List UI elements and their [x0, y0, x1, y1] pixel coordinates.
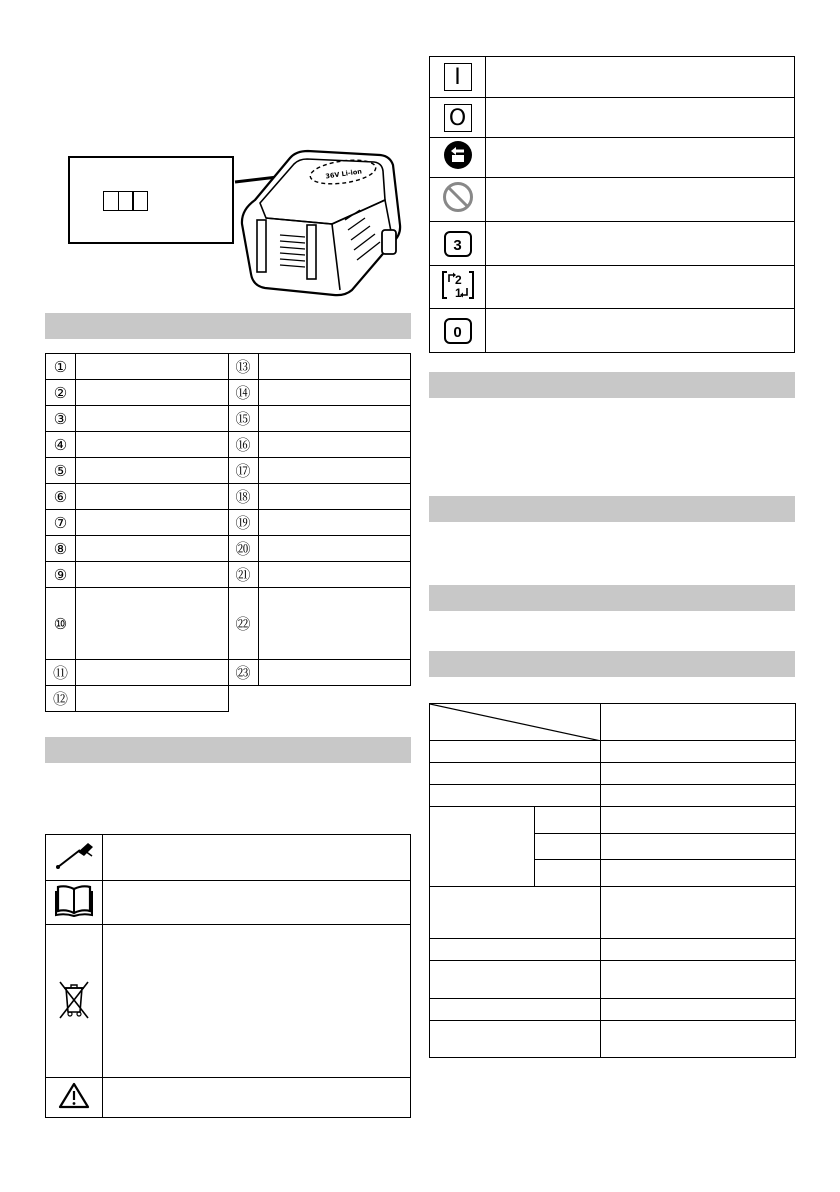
table-row — [46, 835, 411, 881]
part-number: ① — [46, 354, 76, 380]
table-row — [430, 98, 795, 138]
switch-on-icon: I — [444, 63, 472, 91]
part-name-cell — [258, 406, 411, 432]
speed-cycle-glyph-bottom: 1 — [454, 285, 462, 300]
table-row — [430, 309, 795, 353]
part-number: ⑫ — [46, 686, 76, 712]
symbol-description-cell — [486, 138, 795, 178]
part-name-cell — [76, 354, 229, 380]
symbol-cell — [46, 881, 103, 925]
table-row — [430, 998, 796, 1020]
switch-off-icon: O — [444, 104, 472, 132]
table-row — [46, 686, 411, 712]
part-name-cell — [76, 484, 229, 510]
table-row — [430, 938, 796, 960]
table-row — [430, 1020, 796, 1057]
part-number: ⑩ — [46, 588, 76, 660]
spec-label-cell — [430, 887, 601, 938]
part-number: ㉑ — [228, 562, 258, 588]
spec-value-cell — [601, 887, 796, 938]
label-callout-box — [68, 156, 234, 244]
part-number: ⑤ — [46, 458, 76, 484]
section-bar-parts — [45, 313, 411, 339]
section-bar-symbols — [45, 737, 411, 763]
spec-sublabel-cell — [535, 860, 601, 887]
spec-label-cell — [430, 741, 601, 763]
spec-value-cell — [601, 763, 796, 785]
part-number: ⑪ — [46, 660, 76, 686]
symbol-description-cell — [103, 835, 411, 881]
table-row — [46, 925, 411, 1078]
part-number: ⑰ — [228, 458, 258, 484]
diagonal-line — [430, 704, 601, 741]
spec-label-cell — [430, 763, 601, 785]
part-number: ㉓ — [228, 660, 258, 686]
part-name-cell — [258, 510, 411, 536]
table-row — [430, 222, 795, 266]
table-row — [430, 960, 796, 998]
hedge-trimmer-icon — [52, 837, 96, 873]
section-bar-right-1 — [429, 372, 795, 398]
specifications-table — [429, 703, 796, 1058]
part-name-cell — [76, 432, 229, 458]
symbol-cell — [430, 138, 486, 178]
table-header-row — [430, 704, 796, 741]
part-number: ⑬ — [228, 354, 258, 380]
part-number: ⑥ — [46, 484, 76, 510]
table-row — [430, 266, 795, 309]
part-name-cell — [258, 562, 411, 588]
spec-value-cell — [601, 834, 796, 860]
battery-release-icon — [443, 140, 473, 170]
part-name-cell — [258, 588, 411, 660]
manual-book-icon — [54, 883, 94, 917]
spec-value-cell — [601, 960, 796, 998]
part-name-cell — [258, 432, 411, 458]
symbol-description-cell — [486, 309, 795, 353]
part-name-cell — [258, 380, 411, 406]
part-number: ⑦ — [46, 510, 76, 536]
spec-value-cell — [601, 938, 796, 960]
spec-value-cell — [601, 998, 796, 1020]
spec-label-cell — [430, 785, 601, 807]
spec-value-cell — [601, 1020, 796, 1057]
part-name-cell — [76, 380, 229, 406]
parts-table — [45, 353, 411, 712]
section-bar-right-3 — [429, 585, 795, 611]
symbol-cell — [430, 178, 486, 222]
crossed-bin-icon — [56, 978, 92, 1020]
symbol-cell — [46, 925, 103, 1078]
spec-group-label-cell — [430, 807, 535, 887]
symbol-description-cell — [486, 178, 795, 222]
table-row — [430, 178, 795, 222]
spec-value-cell — [601, 860, 796, 887]
part-number: ⑨ — [46, 562, 76, 588]
table-row — [46, 660, 411, 686]
part-number: ⑱ — [228, 484, 258, 510]
part-name-cell — [76, 536, 229, 562]
spec-label-cell — [430, 998, 601, 1020]
table-row — [430, 763, 796, 785]
part-name-cell — [76, 562, 229, 588]
symbol-description-cell — [103, 1077, 411, 1117]
table-row — [430, 887, 796, 938]
symbol-description-cell — [486, 98, 795, 138]
part-number: ⑮ — [228, 406, 258, 432]
part-name-cell — [258, 660, 411, 686]
prohibited-icon — [442, 181, 474, 213]
part-name-cell — [76, 686, 229, 712]
spec-value-cell — [601, 785, 796, 807]
warning-triangle-icon — [58, 1081, 90, 1109]
part-name-cell — [258, 354, 411, 380]
symbols-table-right — [429, 56, 795, 353]
part-name-cell — [76, 406, 229, 432]
part-name-cell — [258, 484, 411, 510]
table-row — [46, 510, 411, 536]
spec-sublabel-cell — [535, 807, 601, 834]
part-number: ⑭ — [228, 380, 258, 406]
speed-0-icon: 0 — [444, 318, 472, 344]
symbol-description-cell — [486, 222, 795, 266]
table-row — [46, 562, 411, 588]
diagonal-header-cell — [430, 704, 601, 741]
table-row — [46, 354, 411, 380]
speed-cycle-icon — [441, 270, 475, 300]
battery-label: 36V Li-ion — [324, 167, 363, 181]
symbol-cell — [430, 98, 486, 138]
table-row — [430, 807, 796, 834]
label-cell — [132, 191, 148, 211]
section-bar-right-4 — [429, 651, 795, 677]
symbol-cell — [46, 835, 103, 881]
table-row — [46, 380, 411, 406]
empty-cell — [228, 686, 258, 712]
label-cells — [103, 191, 148, 211]
spec-label-cell — [430, 960, 601, 998]
part-number: ⑯ — [228, 432, 258, 458]
symbol-description-cell — [486, 266, 795, 309]
part-number: ④ — [46, 432, 76, 458]
part-name-cell — [76, 510, 229, 536]
part-name-cell — [76, 660, 229, 686]
symbol-cell — [430, 222, 486, 266]
empty-cell — [258, 686, 411, 712]
part-number: ⑧ — [46, 536, 76, 562]
speed-3-icon: 3 — [444, 231, 472, 257]
table-row — [46, 536, 411, 562]
section-bar-right-2 — [429, 496, 795, 522]
symbol-description-cell — [103, 881, 411, 925]
part-name-cell — [258, 536, 411, 562]
table-row — [430, 57, 795, 98]
spec-label-cell — [430, 1020, 601, 1057]
part-name-cell — [76, 458, 229, 484]
speed-cycle-glyph-top: 2 — [454, 272, 462, 287]
symbol-description-cell — [486, 57, 795, 98]
spec-label-cell — [430, 938, 601, 960]
spec-value-cell — [601, 741, 796, 763]
spec-value-cell — [601, 807, 796, 834]
table-row — [46, 458, 411, 484]
symbol-description-cell — [103, 925, 411, 1078]
part-name-cell — [258, 458, 411, 484]
table-row — [430, 741, 796, 763]
table-row — [430, 785, 796, 807]
symbol-cell — [430, 57, 486, 98]
symbols-table-left — [45, 834, 411, 1118]
part-number: ② — [46, 380, 76, 406]
symbol-cell — [430, 266, 486, 309]
table-row — [430, 138, 795, 178]
part-number: ⑲ — [228, 510, 258, 536]
part-name-cell — [76, 588, 229, 660]
part-number: ㉒ — [228, 588, 258, 660]
symbol-cell — [430, 309, 486, 353]
table-row — [46, 588, 411, 660]
part-number: ③ — [46, 406, 76, 432]
spec-sublabel-cell — [535, 834, 601, 860]
table-row — [46, 1077, 411, 1117]
symbol-cell — [46, 1077, 103, 1117]
header-cell — [601, 704, 796, 741]
table-row — [46, 484, 411, 510]
part-number: ⑳ — [228, 536, 258, 562]
table-row — [46, 406, 411, 432]
table-row — [46, 881, 411, 925]
table-row — [46, 432, 411, 458]
